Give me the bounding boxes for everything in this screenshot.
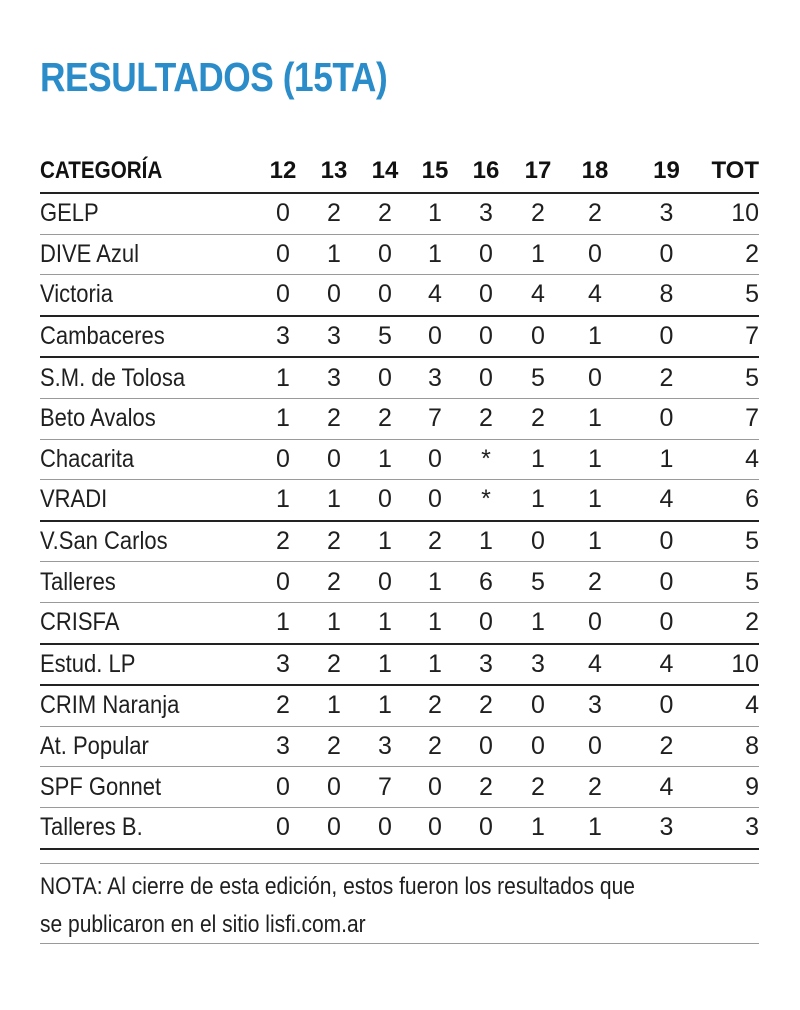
total-cell: 8: [707, 726, 759, 767]
total-cell: 2: [707, 234, 759, 275]
score-cell: 0: [512, 521, 564, 562]
score-cell: 0: [258, 439, 308, 480]
score-cell: 2: [512, 767, 564, 808]
table-row: [40, 357, 759, 398]
score-cell: 4: [626, 767, 707, 808]
team-name-cell: [40, 685, 258, 726]
team-name-cell: [40, 726, 258, 767]
table-row: [40, 807, 759, 848]
table-row: [40, 726, 759, 767]
score-cell: 0: [360, 275, 410, 316]
score-cell: 0: [564, 357, 626, 398]
score-cell: 2: [564, 767, 626, 808]
score-cell: 0: [460, 357, 512, 398]
score-cell: 1: [410, 234, 460, 275]
total-cell: 4: [707, 685, 759, 726]
team-name: CRISFA: [40, 608, 120, 637]
header-col-12: 12: [258, 150, 308, 193]
team-name: DIVE Azul: [40, 239, 140, 268]
score-cell: 2: [512, 398, 564, 439]
score-cell: 1: [258, 398, 308, 439]
score-cell: 0: [460, 275, 512, 316]
score-cell: 1: [360, 644, 410, 686]
score-cell: 1: [564, 439, 626, 480]
total-cell: 10: [707, 644, 759, 686]
table-row: [40, 398, 759, 439]
score-cell: 7: [360, 767, 410, 808]
total-cell: 10: [707, 193, 759, 234]
score-cell: 0: [512, 685, 564, 726]
score-cell: 0: [512, 726, 564, 767]
score-cell: 2: [410, 521, 460, 562]
team-name: Estud. LP: [40, 649, 136, 678]
score-cell: 4: [626, 480, 707, 521]
score-cell: 2: [308, 562, 360, 603]
header-col-14: 14: [360, 150, 410, 193]
score-cell: 2: [564, 193, 626, 234]
total-cell: 9: [707, 767, 759, 808]
team-name-cell: [40, 480, 258, 521]
score-cell: 2: [360, 398, 410, 439]
table-row: [40, 439, 759, 480]
table-row: [40, 521, 759, 562]
score-cell: 1: [360, 602, 410, 643]
score-cell: 0: [460, 602, 512, 643]
score-cell: 3: [258, 726, 308, 767]
team-name-cell: [40, 602, 258, 643]
score-cell: 1: [410, 602, 460, 643]
header-col-15: 15: [410, 150, 460, 193]
score-cell: 1: [360, 685, 410, 726]
score-cell: 1: [564, 398, 626, 439]
team-name: CRIM Naranja: [40, 691, 180, 720]
score-cell: 1: [410, 644, 460, 686]
team-name: V.San Carlos: [40, 527, 168, 556]
score-cell: 1: [626, 439, 707, 480]
note-line-2: se publicaron en el sitio lisfi.com.ar: [40, 911, 366, 938]
score-cell: 4: [410, 275, 460, 316]
score-cell: 1: [410, 193, 460, 234]
score-cell: 2: [410, 726, 460, 767]
score-cell: 0: [564, 726, 626, 767]
header-col-13: 13: [308, 150, 360, 193]
score-cell: 3: [460, 644, 512, 686]
score-cell: 1: [512, 480, 564, 521]
score-cell: 0: [410, 439, 460, 480]
score-cell: 0: [460, 234, 512, 275]
score-cell: 0: [360, 807, 410, 848]
score-cell: 0: [258, 767, 308, 808]
results-table: [40, 150, 759, 850]
score-cell: 1: [308, 234, 360, 275]
score-cell: 0: [626, 234, 707, 275]
total-cell: 7: [707, 316, 759, 358]
score-cell: 0: [360, 357, 410, 398]
total-cell: 5: [707, 521, 759, 562]
table-row: [40, 234, 759, 275]
score-cell: 2: [626, 726, 707, 767]
team-name: VRADI: [40, 485, 108, 514]
header-col-tot: TOT: [707, 150, 759, 193]
score-cell: 5: [360, 316, 410, 358]
score-cell: 5: [512, 562, 564, 603]
score-cell: 6: [460, 562, 512, 603]
header-row: [40, 150, 759, 193]
score-cell: 2: [308, 644, 360, 686]
score-cell: 2: [460, 685, 512, 726]
score-cell: 1: [258, 480, 308, 521]
score-cell: 0: [460, 316, 512, 358]
note-divider-top: [40, 863, 759, 864]
score-cell: 2: [460, 398, 512, 439]
table-row: [40, 602, 759, 643]
score-cell: 2: [564, 562, 626, 603]
table-row: [40, 316, 759, 358]
total-cell: 5: [707, 275, 759, 316]
score-cell: 0: [626, 562, 707, 603]
score-cell: *: [460, 439, 512, 480]
score-cell: 3: [308, 357, 360, 398]
score-cell: 0: [308, 767, 360, 808]
score-cell: 3: [308, 316, 360, 358]
team-name: Beto Avalos: [40, 404, 156, 433]
header-col-19: 19: [626, 150, 707, 193]
team-name: GELP: [40, 199, 99, 228]
team-name-cell: [40, 234, 258, 275]
header-col-17: 17: [512, 150, 564, 193]
score-cell: 0: [258, 193, 308, 234]
team-name-cell: [40, 398, 258, 439]
total-cell: 4: [707, 439, 759, 480]
table-row: [40, 644, 759, 686]
total-cell: 2: [707, 602, 759, 643]
score-cell: 2: [460, 767, 512, 808]
score-cell: 1: [564, 480, 626, 521]
score-cell: 1: [564, 521, 626, 562]
score-cell: 0: [410, 807, 460, 848]
score-cell: 2: [360, 193, 410, 234]
team-name-cell: [40, 275, 258, 316]
score-cell: 2: [258, 521, 308, 562]
score-cell: 2: [258, 685, 308, 726]
score-cell: 0: [626, 316, 707, 358]
score-cell: 7: [410, 398, 460, 439]
score-cell: 2: [410, 685, 460, 726]
header-col-16: 16: [460, 150, 512, 193]
score-cell: 1: [512, 234, 564, 275]
score-cell: 1: [410, 562, 460, 603]
team-name: SPF Gonnet: [40, 772, 162, 801]
score-cell: 0: [460, 807, 512, 848]
score-cell: 1: [258, 602, 308, 643]
score-cell: 0: [626, 398, 707, 439]
total-cell: 6: [707, 480, 759, 521]
page-title: RESULTADOS (15TA): [40, 54, 388, 100]
score-cell: 0: [410, 480, 460, 521]
table-row: [40, 275, 759, 316]
table-row: [40, 562, 759, 603]
score-cell: 0: [360, 562, 410, 603]
team-name-cell: [40, 562, 258, 603]
score-cell: 8: [626, 275, 707, 316]
score-cell: 3: [512, 644, 564, 686]
score-cell: 0: [360, 234, 410, 275]
score-cell: 0: [258, 234, 308, 275]
header-col-18: 18: [564, 150, 626, 193]
score-cell: 0: [258, 275, 308, 316]
score-cell: 2: [308, 398, 360, 439]
score-cell: 1: [258, 357, 308, 398]
score-cell: 0: [308, 275, 360, 316]
score-cell: 0: [564, 234, 626, 275]
score-cell: 4: [564, 275, 626, 316]
team-name-cell: [40, 521, 258, 562]
score-cell: 2: [512, 193, 564, 234]
score-cell: 2: [308, 193, 360, 234]
score-cell: 0: [626, 685, 707, 726]
team-name: Victoria: [40, 280, 113, 309]
note-text: [40, 868, 758, 944]
total-cell: 5: [707, 562, 759, 603]
score-cell: 0: [460, 726, 512, 767]
team-name-cell: [40, 644, 258, 686]
total-cell: 5: [707, 357, 759, 398]
team-name: Talleres: [40, 567, 116, 596]
score-cell: 0: [410, 767, 460, 808]
score-cell: 3: [360, 726, 410, 767]
team-name: Chacarita: [40, 444, 135, 473]
score-cell: 1: [460, 521, 512, 562]
score-cell: 0: [258, 807, 308, 848]
score-cell: 0: [308, 439, 360, 480]
score-cell: 3: [626, 807, 707, 848]
score-cell: 2: [308, 521, 360, 562]
score-cell: 0: [564, 602, 626, 643]
team-name-cell: [40, 316, 258, 358]
team-name-cell: [40, 357, 258, 398]
score-cell: 4: [626, 644, 707, 686]
score-cell: 3: [460, 193, 512, 234]
score-cell: 3: [410, 357, 460, 398]
score-cell: 1: [512, 602, 564, 643]
score-cell: 5: [512, 357, 564, 398]
score-cell: 4: [512, 275, 564, 316]
score-cell: 1: [512, 807, 564, 848]
table-row: [40, 767, 759, 808]
score-cell: 0: [626, 521, 707, 562]
team-name: At. Popular: [40, 732, 149, 761]
score-cell: 0: [308, 807, 360, 848]
score-cell: 0: [626, 602, 707, 643]
note-divider-bottom: [40, 943, 759, 944]
team-name: Talleres B.: [40, 813, 143, 842]
score-cell: 3: [258, 644, 308, 686]
score-cell: 0: [258, 562, 308, 603]
score-cell: 0: [410, 316, 460, 358]
team-name: Cambaceres: [40, 322, 165, 351]
team-name-cell: [40, 767, 258, 808]
header-categoria: CATEGORÍA: [40, 150, 258, 193]
table-row: [40, 685, 759, 726]
table-row: [40, 480, 759, 521]
score-cell: 1: [512, 439, 564, 480]
score-cell: *: [460, 480, 512, 521]
total-cell: 7: [707, 398, 759, 439]
score-cell: 1: [360, 521, 410, 562]
score-cell: 4: [564, 644, 626, 686]
score-cell: 1: [360, 439, 410, 480]
score-cell: 1: [308, 602, 360, 643]
score-cell: 0: [512, 316, 564, 358]
score-cell: 1: [564, 807, 626, 848]
score-cell: 1: [308, 685, 360, 726]
score-cell: 1: [308, 480, 360, 521]
note-line-1: NOTA: Al cierre de esta edición, estos fueron los resultados que: [40, 873, 635, 900]
team-name-cell: [40, 193, 258, 234]
total-cell: 3: [707, 807, 759, 848]
score-cell: 1: [564, 316, 626, 358]
score-cell: 3: [564, 685, 626, 726]
score-cell: 3: [258, 316, 308, 358]
score-cell: 3: [626, 193, 707, 234]
table-row: [40, 193, 759, 234]
score-cell: 2: [308, 726, 360, 767]
score-cell: 0: [360, 480, 410, 521]
team-name-cell: [40, 807, 258, 848]
team-name: S.M. de Tolosa: [40, 363, 186, 392]
score-cell: 2: [626, 357, 707, 398]
team-name-cell: [40, 439, 258, 480]
